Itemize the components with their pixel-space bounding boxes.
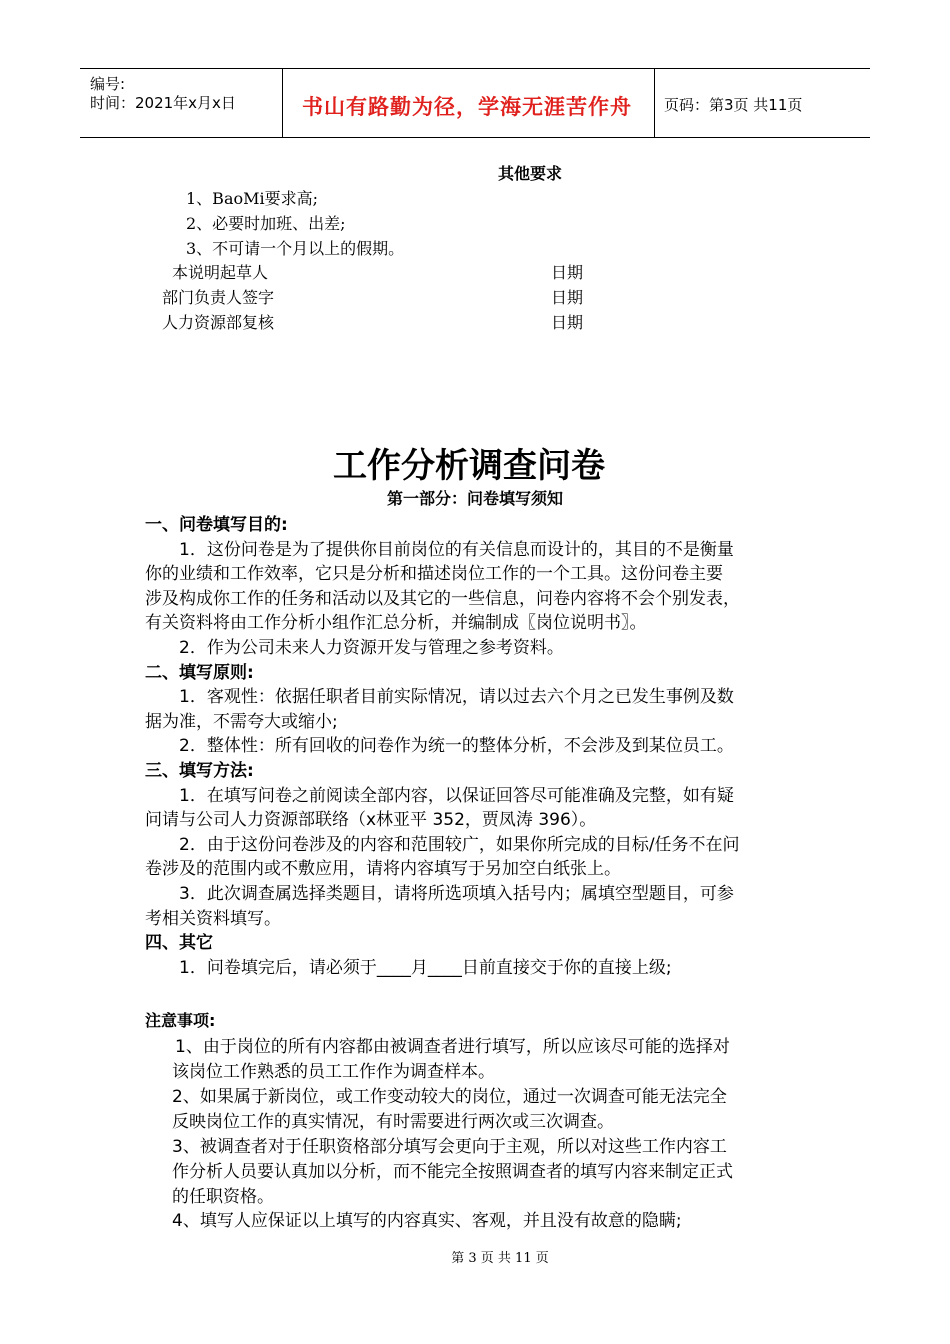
body-line: 1．问卷填完后，请必须于____月____日前直接交于你的直接上级;: [145, 957, 672, 978]
note-line: 1、由于岗位的所有内容都由被调查者进行填写，所以应该尽可能的选择对: [158, 1037, 730, 1057]
body-line: 2．由于这份问卷涉及的内容和范围较广，如果你所完成的目标/任务不在问: [145, 834, 740, 855]
body-line: 2．整体性：所有回收的问卷作为统一的整体分析，不会涉及到某位员工。: [145, 736, 734, 757]
body-line: 据为准，不需夸大或缩小;: [145, 711, 338, 732]
section-heading: 二、填写原则:: [145, 662, 254, 683]
note-line: 该岗位工作熟悉的员工工作作为调查样本。: [172, 1062, 495, 1082]
signature-date: 日期: [551, 263, 584, 282]
body-line: 3．此次调查属选择类题目，请将所选项填入括号内；属填空型题目，可参: [145, 884, 734, 904]
requirements-heading: 其他要求: [498, 164, 563, 183]
body-line: 2．作为公司未来人力资源开发与管理之参考资料。: [145, 638, 564, 658]
header-page-info: 页码：第3页 共11页: [664, 96, 803, 114]
requirement-item: 1、BaoMi要求高;: [186, 189, 319, 208]
page-footer: 第 3 页 共 11 页: [451, 1251, 549, 1266]
body-line: 你的业绩和工作效率，它只是分析和描述岗位工作的一个工具。这份问卷主要: [145, 564, 723, 585]
requirement-item: 2、必要时加班、出差;: [186, 214, 346, 233]
note-line: 的任职资格。: [172, 1187, 274, 1207]
code-label: 编号:: [90, 75, 126, 93]
notes-heading: 注意事项:: [145, 1011, 216, 1030]
part-title: 第一部分：问卷填写须知: [386, 489, 563, 508]
time-label: 时间：2021年x月x日: [90, 94, 236, 112]
signature-label: 本说明起草人: [172, 263, 269, 282]
signature-date: 日期: [551, 288, 584, 307]
note-line: 2、如果属于新岗位，或工作变动较大的岗位，通过一次调查可能无法完全: [172, 1087, 727, 1107]
questionnaire-title: 工作分析调查问卷: [333, 446, 605, 486]
signature-label: 部门负责人签字: [162, 288, 275, 307]
note-line: 反映岗位工作的真实情况，有时需要进行两次或三次调查。: [172, 1112, 614, 1132]
header-divider: [654, 69, 655, 137]
body-line: 卷涉及的范围内或不敷应用，请将内容填写于另加空白纸张上。: [145, 859, 621, 880]
page-header: [80, 68, 870, 138]
body-line: 问请与公司人力资源部联络（x林亚平 352，贾凤涛 396）。: [145, 810, 597, 831]
header-motto: 书山有路勤为径，学海无涯苦作舟: [302, 95, 632, 119]
body-line: 有关资料将由工作分析小组作汇总分析，并编制成〖岗位说明书〗。: [145, 613, 647, 634]
body-line: 1．客观性：依据任职者目前实际情况，请以过去六个月之已发生事例及数: [145, 687, 734, 708]
body-line: 1．这份问卷是为了提供你目前岗位的有关信息而设计的，其目的不是衡量: [145, 539, 734, 560]
note-line: 4、填写人应保证以上填写的内容真实、客观，并且没有故意的隐瞒;: [172, 1211, 682, 1231]
signature-date: 日期: [551, 313, 584, 332]
body-line: 考相关资料填写。: [145, 908, 281, 929]
section-heading: 三、填写方法:: [145, 761, 254, 781]
header-divider: [282, 69, 283, 137]
note-line: 作分析人员要认真加以分析，而不能完全按照调查者的填写内容来制定正式: [172, 1162, 733, 1182]
body-line: 涉及构成你工作的任务和活动以及其它的一些信息，问卷内容将不会个别发表，: [145, 588, 740, 609]
section-heading: 一、问卷填写目的:: [145, 515, 288, 535]
signature-label: 人力资源部复核: [162, 313, 275, 332]
note-line: 3、被调查者对于任职资格部分填写会更向于主观，所以对这些工作内容工: [172, 1137, 727, 1157]
requirement-item: 3、不可请一个月以上的假期。: [186, 239, 405, 258]
body-line: 1．在填写问卷之前阅读全部内容，以保证回答尽可能准确及完整，如有疑: [145, 785, 734, 806]
section-heading: 四、其它: [145, 933, 213, 954]
